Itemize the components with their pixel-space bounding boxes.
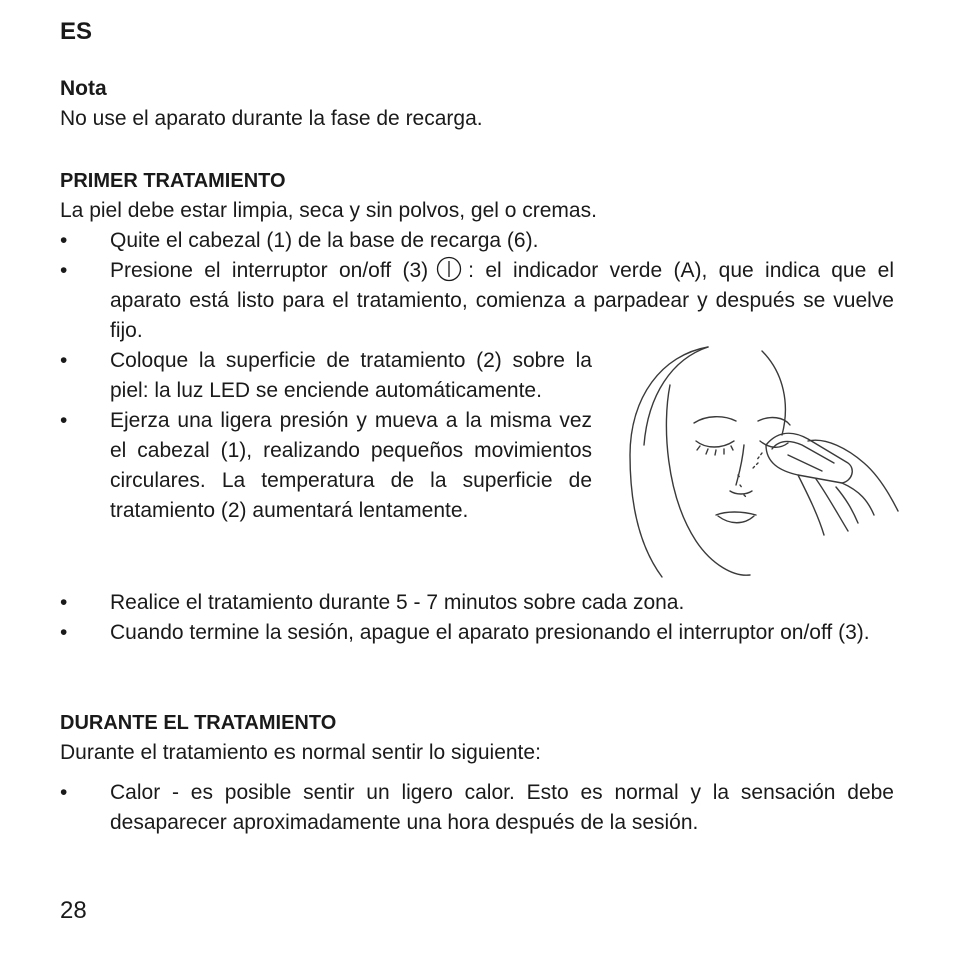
list-item: • Presione el interruptor on/off (3) : el indicador verde (A), que indica que el aparato está listo para el tratamiento, comienza a parpadear y después se vuelve fijo.	[60, 256, 894, 346]
during-treatment-heading: DURANTE EL TRATAMIENTO	[60, 712, 337, 734]
bullet-icon: •	[60, 621, 68, 644]
power-button-icon	[436, 256, 462, 282]
first-treatment-list-top	[60, 226, 894, 346]
bullet-icon: •	[60, 349, 68, 372]
face-treatment-illustration	[612, 345, 902, 585]
during-treatment-section	[60, 708, 541, 768]
bullet-icon: •	[60, 409, 68, 432]
bullet-icon: •	[60, 229, 68, 252]
list-item: • Calor - es posible sentir un ligero calor. Esto es normal y la sensación debe desaparecer aproximadamente una hora después de la sesión.	[60, 778, 894, 838]
during-treatment-intro: Durante el tratamiento es normal sentir lo siguiente:	[60, 741, 541, 764]
list-item: • Coloque la superficie de tratamiento (2) sobre la piel: la luz LED se enciende automáticamente.	[60, 346, 592, 406]
bullet-icon: •	[60, 781, 68, 804]
note-text: No use el aparato durante la fase de recarga.	[60, 107, 483, 130]
first-treatment-list-middle	[60, 346, 592, 526]
bullet-icon: •	[60, 591, 68, 614]
first-treatment-list-bottom	[60, 588, 894, 648]
bullet-icon: •	[60, 259, 68, 282]
list-item: • Realice el tratamiento durante 5 - 7 minutos sobre cada zona.	[60, 588, 894, 618]
list-item: • Quite el cabezal (1) de la base de recarga (6).	[60, 226, 894, 256]
first-treatment-heading: PRIMER TRATAMIENTO	[60, 170, 286, 192]
list-item: • Ejerza una ligera presión y mueva a la misma vez el cabezal (1), realizando pequeños movimientos circulares. La temperatura de la superficie de tratamiento (2) aumentará lentamente.	[60, 406, 592, 526]
language-tag: ES	[60, 18, 93, 45]
first-treatment-intro: La piel debe estar limpia, seca y sin polvos, gel o cremas.	[60, 199, 597, 222]
note-heading: Nota	[60, 77, 107, 100]
note-section	[60, 74, 483, 134]
list-item: • Cuando termine la sesión, apague el aparato presionando el interruptor on/off (3).	[60, 618, 894, 648]
during-treatment-list	[60, 778, 894, 838]
page-number: 28	[60, 897, 87, 924]
first-treatment-section	[60, 166, 597, 226]
